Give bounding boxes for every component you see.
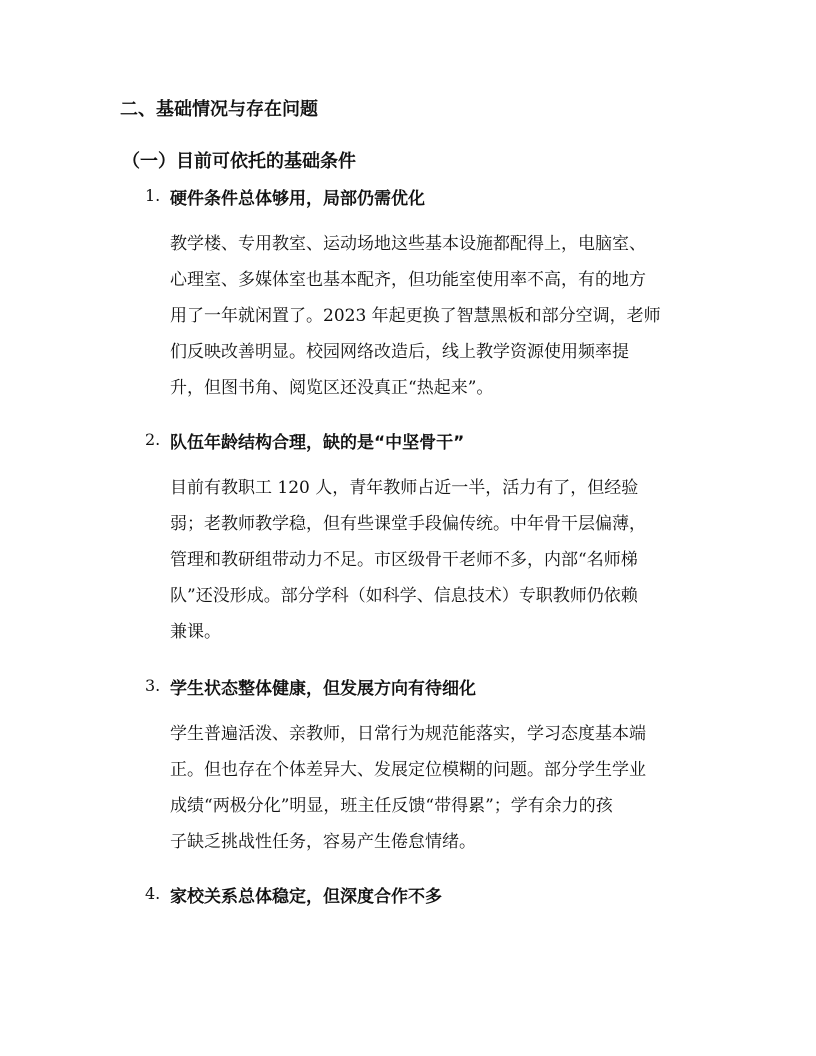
item-title: 队伍年龄结构合理，缺的是“中坚骨干” [170, 433, 465, 453]
subsection-heading: （一）目前可依托的基础条件 [122, 151, 356, 172]
paragraph-line: 们反映改善明显。校园网络改造后，线上教学资源使用频率提 [170, 342, 629, 362]
item-title: 硬件条件总体够用，局部仍需优化 [170, 189, 425, 209]
item-paragraph [170, 716, 700, 860]
paragraph-line: 心理室、多媒体室也基本配齐，但功能室使用率不高，有的地方 [170, 270, 646, 290]
paragraph-line: 队”还没形成。部分学科（如科学、信息技术）专职教师仍依赖 [170, 586, 638, 606]
paragraph-line: 升，但图书角、阅览区还没真正“热起来”。 [170, 378, 494, 398]
item-number: 3. [145, 676, 161, 695]
item-title: 学生状态整体健康，但发展方向有待细化 [170, 679, 476, 699]
item-paragraph [170, 470, 700, 650]
paragraph-line: 正。但也存在个体差异大、发展定位模糊的问题。部分学生学业 [170, 760, 646, 780]
paragraph-line: 教学楼、专用教室、运动场地这些基本设施都配得上，电脑室、 [170, 234, 646, 254]
paragraph-line: 弱；老教师教学稳，但有些课堂手段偏传统。中年骨干层偏薄， [170, 514, 646, 534]
paragraph-line: 子缺乏挑战性任务，容易产生倦怠情绪。 [170, 832, 476, 852]
item-number: 1. [145, 186, 161, 205]
paragraph-line: 兼课。 [170, 622, 221, 642]
item-number: 4. [145, 884, 161, 903]
paragraph-line: 管理和教研组带动力不足。市区级骨干老师不多，内部“名师梯 [170, 550, 638, 570]
paragraph-line: 目前有教职工 120 人，青年教师占近一半，活力有了，但经验 [170, 478, 639, 498]
item-title: 家校关系总体稳定，但深度合作不多 [170, 887, 442, 907]
item-paragraph [170, 226, 700, 406]
paragraph-line: 成绩“两极分化”明显，班主任反馈“带得累”；学有余力的孩 [170, 796, 613, 816]
item-number: 2. [145, 430, 161, 449]
section-heading: 二、基础情况与存在问题 [120, 99, 318, 120]
paragraph-line: 学生普遍活泼、亲教师，日常行为规范能落实，学习态度基本端 [170, 724, 646, 744]
paragraph-line: 用了一年就闲置了。2023 年起更换了智慧黑板和部分空调，老师 [170, 306, 661, 326]
